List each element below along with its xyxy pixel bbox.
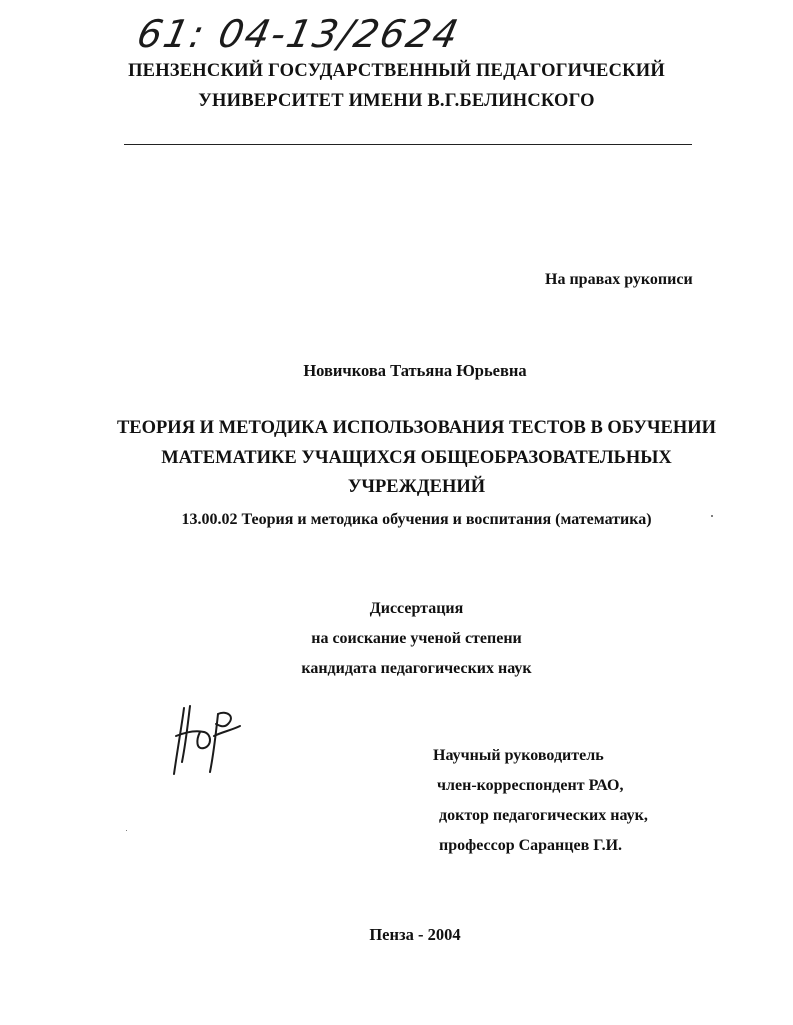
city-year: Пенза - 2004 xyxy=(369,925,461,944)
university-name-line1: ПЕНЗЕНСКИЙ ГОСУДАРСТВЕННЫЙ ПЕДАГОГИЧЕСКИЙ xyxy=(128,61,665,81)
advisor-title-rao: член-корреспондент РАО, xyxy=(437,777,624,794)
scan-speck xyxy=(126,830,127,831)
handwritten-signature xyxy=(166,702,246,780)
advisor-name: профессор Саранцев Г.И. xyxy=(439,837,623,854)
scan-speck xyxy=(711,515,713,517)
advisor-degree: доктор педагогических наук, xyxy=(439,807,648,824)
archive-code-handwritten: 61: 04-13/2624 xyxy=(133,12,464,56)
header-divider xyxy=(124,144,692,145)
dissertation-title-line2: МАТЕМАТИКЕ УЧАЩИХСЯ ОБЩЕОБРАЗОВАТЕЛЬНЫХ xyxy=(161,448,672,468)
advisor-heading: Научный руководитель xyxy=(433,747,604,764)
degree-name: кандидата педагогических наук xyxy=(301,660,532,677)
manuscript-note: На правах рукописи xyxy=(545,271,693,288)
dissertation-title-line3: УЧРЕЖДЕНИЙ xyxy=(347,477,486,497)
university-name-line2: УНИВЕРСИТЕТ ИМЕНИ В.Г.БЕЛИНСКОГО xyxy=(198,91,595,111)
author-name: Новичкова Татьяна Юрьевна xyxy=(303,361,527,380)
degree-purpose: на соискание ученой степени xyxy=(311,630,522,647)
dissertation-title-line1: ТЕОРИЯ И МЕТОДИКА ИСПОЛЬЗОВАНИЯ ТЕСТОВ В ОБУЧЕНИИ xyxy=(116,418,717,438)
dissertation-label: Диссертация xyxy=(369,600,464,617)
specialty-code: 13.00.02 Теория и методика обучения и воспитания (математика) xyxy=(181,511,652,528)
